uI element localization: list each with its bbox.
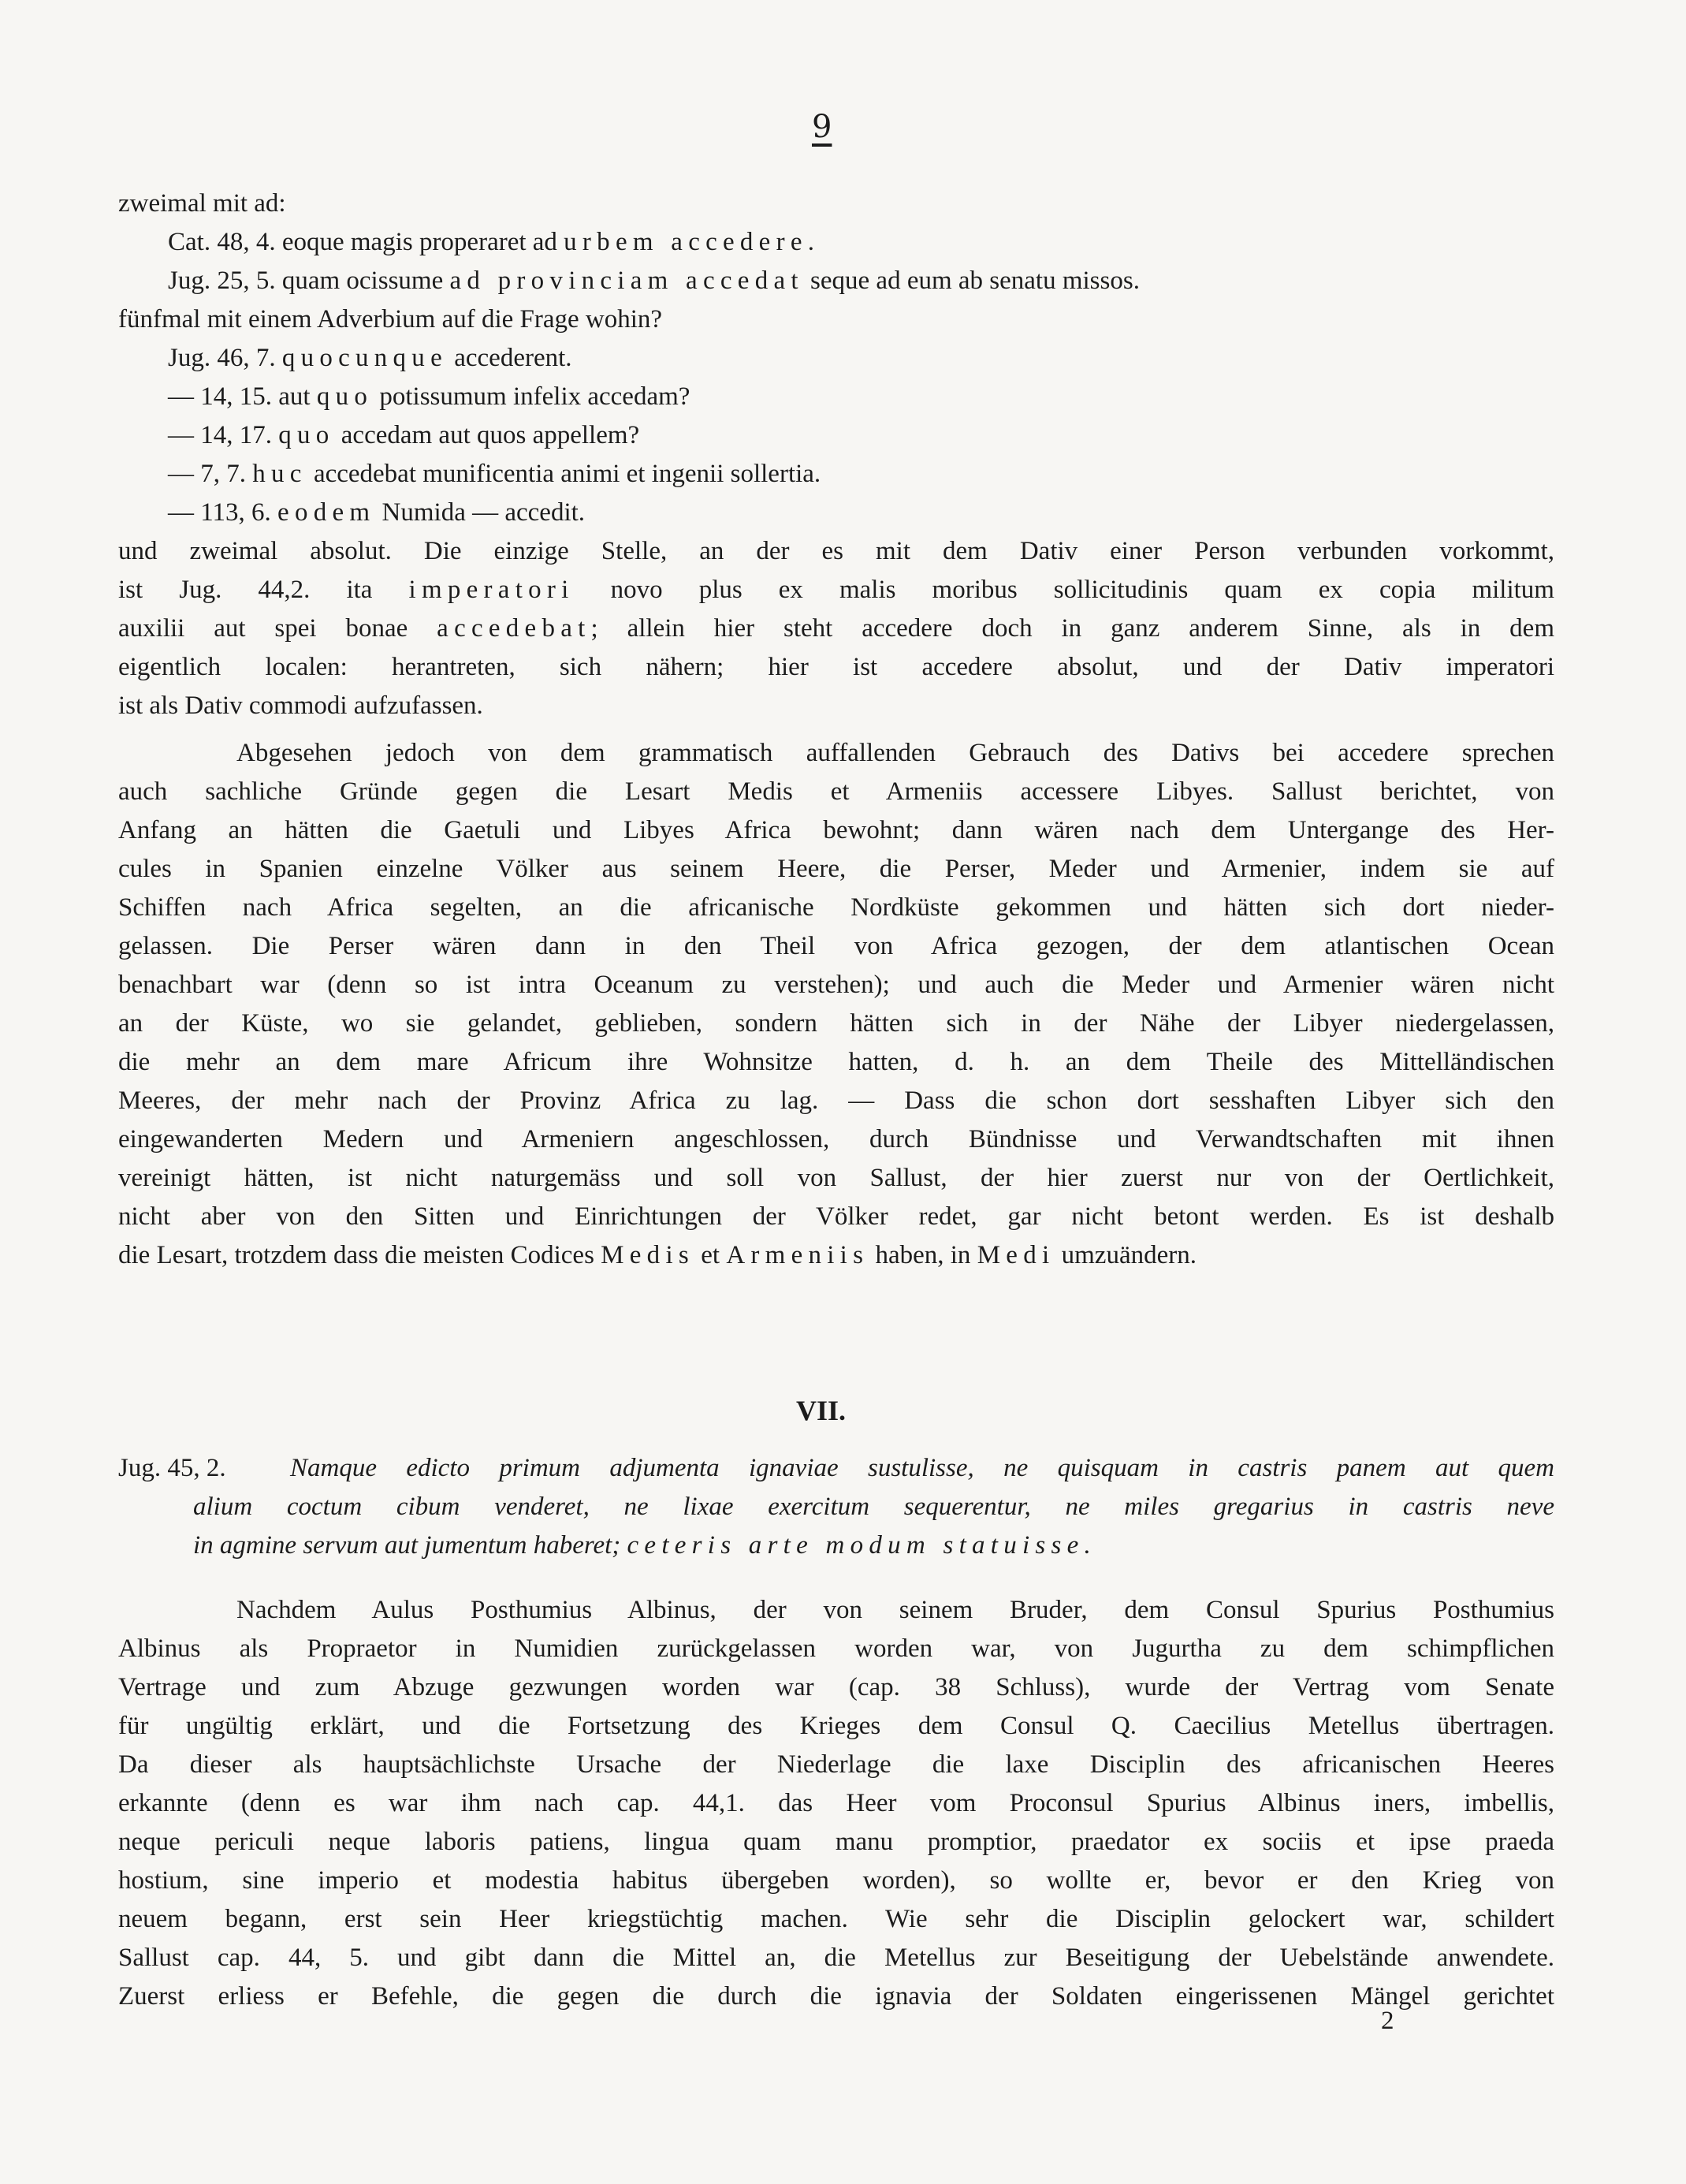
paragraph-line: cules in Spanien einzelne Völker aus seinem Heere, die Perser, Meder und Armenier, indem sie auf <box>118 855 1554 883</box>
text-line: zweimal mit ad: <box>118 189 286 218</box>
quote-line: alium coctum cibum venderet, ne lixae exercitum sequerentur, ne miles gregarius in castris neve <box>193 1493 1554 1521</box>
paragraph-line: Nachdem Aulus Posthumius Albinus, der von seinem Bruder, dem Consul Spurius Posthumius <box>236 1596 1554 1624</box>
paragraph-line: neque periculi neque laboris patiens, lingua quam manu promptior, praedator ex sociis et ipse praeda <box>118 1828 1554 1856</box>
paragraph-line: die mehr an dem mare Africum ihre Wohnsitze hatten, d. h. an dem Theile des Mittelländischen <box>118 1048 1554 1076</box>
paragraph-line: auch sachliche Gründe gegen die Lesart Medis et Armeniis accessere Libyes. Sallust berichtet, von <box>118 777 1554 806</box>
paragraph-line: Abgesehen jedoch von dem grammatisch auffallenden Gebrauch des Dativs bei accedere sprechen <box>236 739 1554 767</box>
quote-reference: Jug. 45, 2. <box>118 1454 226 1482</box>
page-number: 9 <box>812 109 832 145</box>
text-line: und zweimal absolut. Die einzige Stelle, an der es mit dem Dativ einer Person verbunden vorkommt, <box>118 537 1554 565</box>
paragraph-line: Albinus als Propraetor in Numidien zurückgelassen worden war, von Jugurtha zu dem schimpflichen <box>118 1634 1554 1663</box>
spaced-latin: urbem accedere <box>564 228 808 256</box>
spaced-latin: quo <box>316 382 374 411</box>
text-line: ist als Dativ commodi aufzufassen. <box>118 691 483 720</box>
section-heading: VII. <box>796 1395 847 1426</box>
paragraph-line: Meeres, der mehr nach der Provinz Africa zu lag. — Dass die schon dort sesshaften Libyer sich den <box>118 1086 1554 1115</box>
paragraph-line: Da dieser als hauptsächlichste Ursache der Niederlage die laxe Disciplin des africanischen Heeres <box>118 1750 1554 1779</box>
paragraph-line: Sallust cap. 44, 5. und gibt dann die Mittel an, die Metellus zur Beseitigung der Uebelstände anwendete. <box>118 1944 1554 1972</box>
spaced-latin: imperatori <box>408 576 575 604</box>
spaced-latin: Armeniis <box>726 1241 869 1269</box>
paragraph-line: eingewanderten Medern und Armeniern angeschlossen, durch Bündnisse und Verwandtschaften mit ihnen <box>118 1125 1554 1153</box>
quote-line: Namque edicto primum adjumenta ignaviae sustulisse, ne quisquam in castris panem aut quem <box>290 1454 1554 1482</box>
citation-line: — 14, 15. aut quo potissumum infelix accedam? <box>168 382 690 411</box>
citation-line: Jug. 46, 7. quocunque accederent. <box>168 344 572 372</box>
citation-line: Jug. 25, 5. quam ocissume ad provinciam accedat seque ad eum ab senatu missos. <box>168 266 1140 295</box>
paragraph-line: Anfang an hätten die Gaetuli und Libyes Africa bewohnt; dann wären nach dem Untergange des Her- <box>118 816 1554 844</box>
paragraph-line: Vertrage und zum Abzuge gezwungen worden war (cap. 38 Schluss), wurde der Vertrag vom Senate <box>118 1673 1554 1701</box>
paragraph-line: die Lesart, trotzdem dass die meisten Codices Medis et Armeniis haben, in Medi umzuändern. <box>118 1241 1197 1269</box>
paragraph-line: nicht aber von den Sitten und Einrichtungen der Völker redet, gar nicht betont werden. Es ist deshalb <box>118 1202 1554 1231</box>
citation-line: — 113, 6. eodem Numida — accedit. <box>168 498 586 527</box>
paragraph-line: vereinigt hätten, ist nicht naturgemäss und soll von Sallust, der hier zuerst nur von der Oertlichkeit, <box>118 1164 1554 1192</box>
spaced-latin: accedebat <box>437 614 591 643</box>
spaced-latin: huc <box>252 460 307 488</box>
paragraph-line: erkannte (denn es war ihm nach cap. 44,1. das Heer vom Proconsul Spurius Albinus iners, imbellis, <box>118 1789 1554 1817</box>
citation-line: — 7, 7. huc accedebat munificentia animi et ingenii sollertia. <box>168 460 821 488</box>
text-line: auxilii aut spei bonae accedebat; allein hier steht accedere doch in ganz anderem Sinne, als in dem <box>118 614 1554 643</box>
quote-line: in agmine servum aut jumentum haberet; ceteris arte modum statuisse. <box>193 1531 1091 1560</box>
text-line: ist Jug. 44,2. ita imperatori novo plus ex malis moribus sollicitudinis quam ex copia militum <box>118 576 1554 604</box>
citation-line: Cat. 48, 4. eoque magis properaret ad urbem accedere. <box>168 228 814 256</box>
citation-line: — 14, 17. quo accedam aut quos appellem? <box>168 421 640 449</box>
paragraph-line: an der Küste, wo sie gelandet, geblieben, sondern hätten sich in der Nähe der Libyer niedergelassen, <box>118 1009 1554 1038</box>
paragraph-line: Schiffen nach Africa segelten, an die africanische Nordküste gekommen und hätten sich dort nieder- <box>118 893 1554 922</box>
text-line: eigentlich localen: herantreten, sich nähern; hier ist accedere absolut, und der Dativ imperatori <box>118 653 1554 681</box>
paragraph-line: benachbart war (denn so ist intra Oceanum zu verstehen); und auch die Meder und Armenier wären nicht <box>118 971 1554 999</box>
paragraph-line: gelassen. Die Perser wären dann in den Theil von Africa gezogen, der dem atlantischen Ocean <box>118 932 1554 960</box>
spaced-latin: quo <box>278 421 335 449</box>
spaced-latin: Medis <box>601 1241 694 1269</box>
spaced-latin: ceteris arte modum statuisse <box>627 1531 1085 1560</box>
paragraph-line: für ungültig erklärt, und die Fortsetzung des Krieges dem Consul Q. Caecilius Metellus übertragen. <box>118 1712 1554 1740</box>
spaced-latin: eodem <box>277 498 376 527</box>
spaced-latin: quocunque <box>281 344 448 372</box>
paragraph-line: hostium, sine imperio et modestia habitus übergeben worden), so wollte er, bevor er den Krieg von <box>118 1866 1554 1895</box>
paragraph-line: Zuerst erliess er Befehle, die gegen die durch die ignavia der Soldaten eingerissenen Mängel gerichtet <box>118 1982 1554 2011</box>
spaced-latin: ad provinciam accedat <box>449 266 804 295</box>
text-line: fünfmal mit einem Adverbium auf die Frage wohin? <box>118 305 663 334</box>
signature-mark: 2 <box>1381 2007 1394 2035</box>
paragraph-line: neuem begann, erst sein Heer kriegstüchtig machen. Wie sehr die Disciplin gelockert war, schildert <box>118 1905 1554 1933</box>
spaced-latin: Medi <box>977 1241 1055 1269</box>
